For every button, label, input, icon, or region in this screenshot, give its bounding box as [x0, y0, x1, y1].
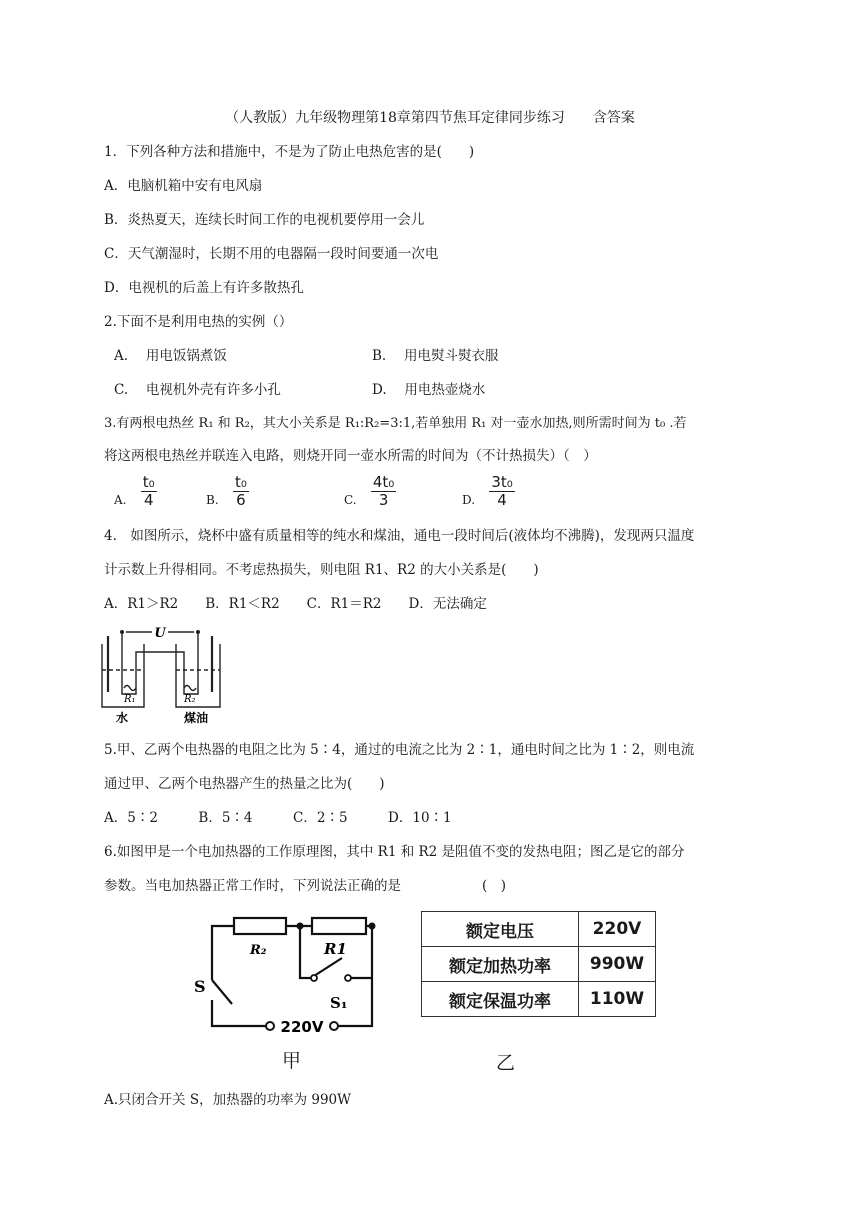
- param-value: 110W: [579, 982, 656, 1017]
- q3-option-a: [114, 474, 157, 514]
- q6-circuit-diagram: [190, 910, 390, 1036]
- q2-option-d: D. 用电热壶烧水: [372, 382, 486, 398]
- q5-options: A．5∶2 B．5∶4 C．2∶5 D．10∶1: [104, 810, 452, 826]
- q4-stem-line1: 4. 如图所示，烧杯中盛有质量相等的纯水和煤油，通电一段时间后(液体均不沸腾)，发现两只温度: [104, 528, 695, 544]
- q3-option-d-fraction: [489, 474, 514, 509]
- q6-switch-s1-label: S₁: [330, 994, 348, 1012]
- q1-option-d: D．电视机的后盖上有许多散热孔: [104, 280, 304, 296]
- page-title: （人教版）九年级物理第18章第四节焦耳定律同步练习 含答案: [225, 110, 635, 126]
- q5-stem-line2: 通过甲、乙两个电热器产生的热量之比为( ): [104, 776, 385, 792]
- q3-option-d: [462, 474, 515, 514]
- q6-caption-right: 乙: [496, 1052, 516, 1074]
- q4-terminal-right: [196, 630, 200, 634]
- q3-option-b-denominator: 6: [236, 491, 246, 509]
- q6-parameter-table: [421, 911, 656, 1017]
- q6-option-a: A.只闭合开关 S，加热器的功率为 990W: [104, 1092, 352, 1108]
- q3-option-a-denominator: 4: [143, 491, 154, 509]
- q3-stem-line2: 将这两根电热丝并联连入电路，则烧开同一壶水所需的时间为（不计热损失）（ ）: [104, 448, 597, 464]
- param-key: 额定电压: [422, 912, 579, 947]
- param-value: 990W: [579, 947, 656, 982]
- q6-switch-s-label: S: [194, 977, 206, 996]
- q3-option-c: [344, 474, 396, 514]
- q2-option-c: C. 电视机外壳有许多小孔: [114, 382, 281, 398]
- param-key: 额定加热功率: [422, 947, 579, 982]
- q4-stem-line2: 计示数上升得相同。不考虑热损失，则电阻 R1、R2 的大小关系是( ): [104, 562, 539, 578]
- q6-caption-left: 甲: [282, 1050, 302, 1072]
- q3-stem-line1: 3.有两根电热丝 R₁ 和 R₂，其大小关系是 R₁:R₂=3:1,若单独用 R₁ 对一壶水加热,则所需时间为 t₀ .若: [104, 416, 687, 431]
- q3-option-b-label: B.: [206, 492, 219, 507]
- q6-terminal-right: [330, 1022, 338, 1030]
- q6-r1-label: R1: [324, 940, 347, 958]
- q4-r1-label: R₁: [124, 694, 136, 705]
- q4-voltage-label: U: [154, 626, 166, 641]
- param-key: 额定保温功率: [422, 982, 579, 1017]
- q5-stem-line1: 5.甲、乙两个电热器的电阻之比为 5∶4，通过的电流之比为 2∶1，通电时间之比为 1∶2，则电流: [104, 742, 695, 758]
- q3-option-a-numerator: t₀: [142, 473, 155, 491]
- q6-s1-contact-right: [345, 975, 351, 981]
- q2-stem: 2.下面不是利用电热的实例（）: [104, 314, 293, 330]
- q6-s1-contact-left: [311, 975, 317, 981]
- q4-terminal-left: [120, 630, 124, 634]
- q6-junction-left: [297, 923, 304, 930]
- q3-option-c-label: C.: [344, 492, 357, 507]
- q1-option-a: A．电脑机箱中安有电风扇: [104, 178, 263, 194]
- q6-r2-label: R₂: [250, 943, 267, 958]
- q1-option-c: C．天气潮湿时，长期不用的电器隔一段时间要通一次电: [104, 246, 439, 262]
- q6-voltage-label: 220V: [280, 1018, 324, 1036]
- q6-stem-line2: 参数。当电加热器正常工作时，下列说法正确的是 ( ): [104, 878, 507, 894]
- q4-beaker-figure: [100, 622, 230, 726]
- q3-option-b-fraction: [233, 474, 249, 509]
- q1-option-b: B．炎热夏天，连续长时间工作的电视机要停用一会儿: [104, 212, 425, 228]
- q6-junction-right: [369, 923, 376, 930]
- q2-option-a: A. 用电饭锅煮饭: [114, 348, 227, 364]
- table-row: [422, 982, 656, 1017]
- q4-r2-label: R₂: [184, 694, 196, 705]
- q3-option-c-numerator: 4t₀: [372, 473, 395, 491]
- q1-stem: 1．下列各种方法和措施中，不是为了防止电热危害的是( ): [104, 144, 475, 160]
- q3-option-d-denominator: 4: [497, 491, 507, 509]
- q6-stem-line1: 6.如图甲是一个电加热器的工作原理图，其中 R1 和 R2 是阻值不变的发热电阻；图乙是它的部分: [104, 844, 685, 860]
- q3-option-d-numerator: 3t₀: [491, 473, 513, 491]
- q4-water-label: 水: [116, 711, 129, 725]
- q3-option-c-denominator: 3: [378, 491, 389, 509]
- q3-option-b: [206, 474, 249, 514]
- q3-option-d-label: D.: [462, 492, 476, 507]
- q4-options: A．R1＞R2 B．R1＜R2 C．R1＝R2 D．无法确定: [104, 596, 487, 612]
- q6-terminal-left: [266, 1022, 274, 1030]
- table-row: [422, 912, 656, 947]
- q4-kerosene-label: 煤油: [184, 711, 209, 725]
- table-row: [422, 947, 656, 982]
- q3-option-a-label: A.: [114, 492, 127, 507]
- q3-option-c-fraction: [371, 474, 396, 509]
- q3-option-b-numerator: t₀: [234, 473, 247, 491]
- q2-option-b: B. 用电熨斗熨衣服: [372, 348, 499, 364]
- q3-option-a-fraction: [141, 474, 157, 509]
- param-value: 220V: [579, 912, 656, 947]
